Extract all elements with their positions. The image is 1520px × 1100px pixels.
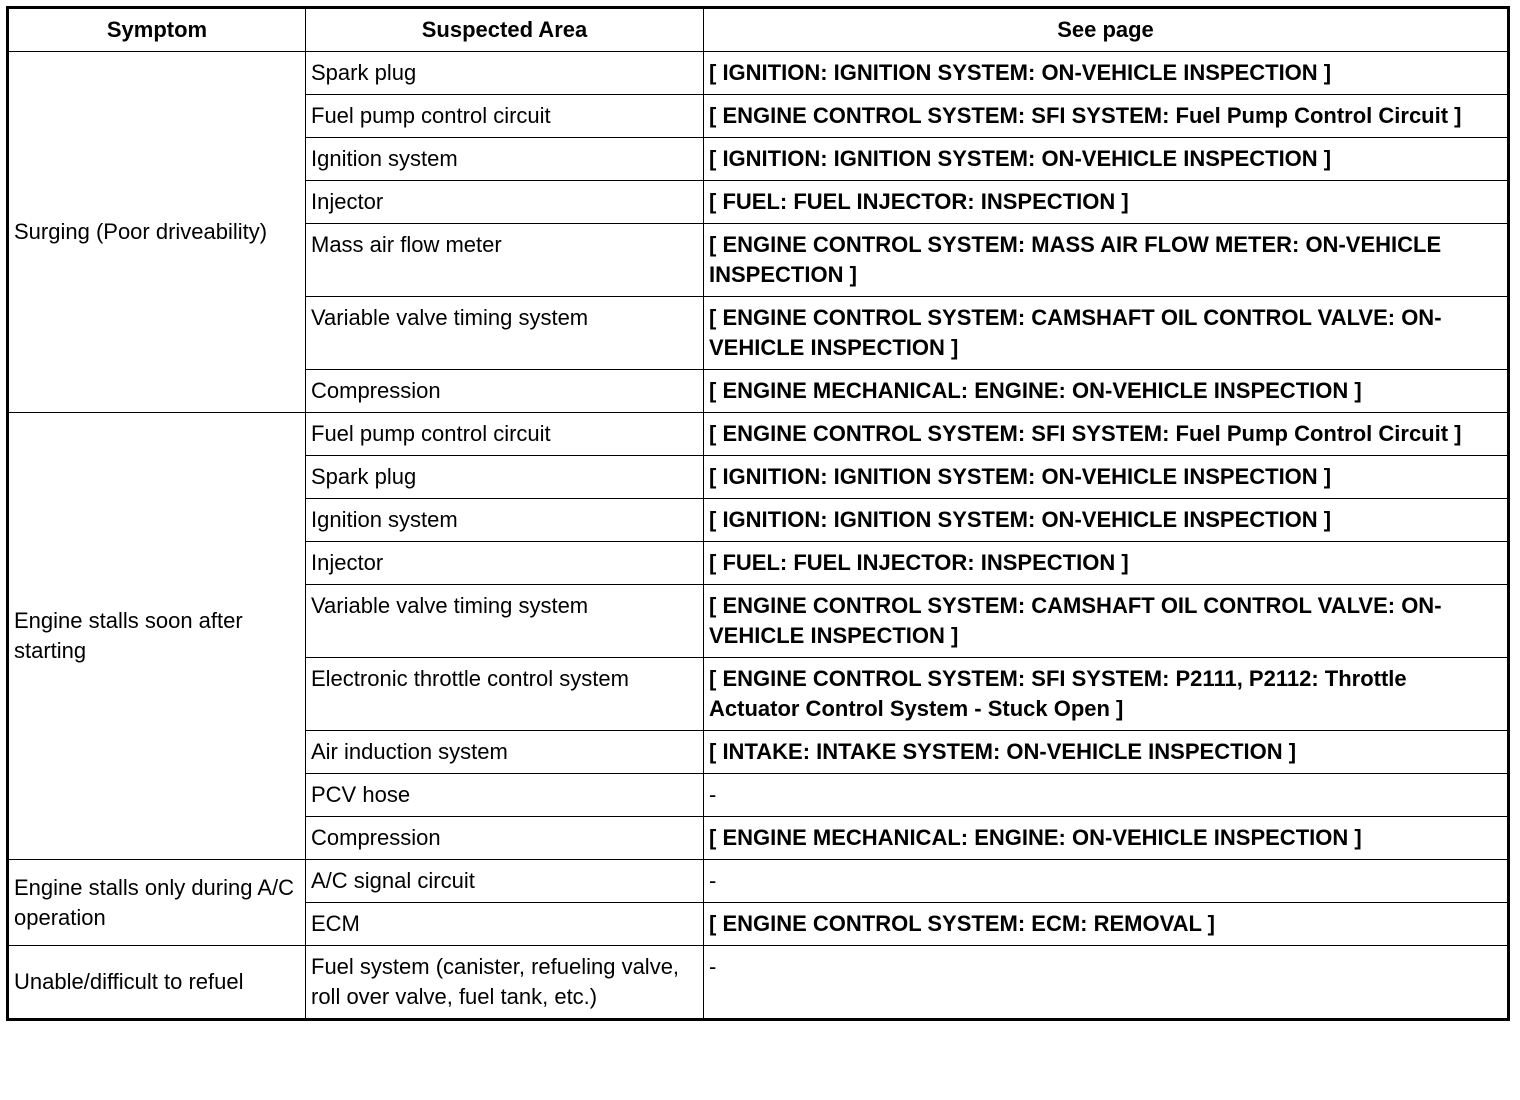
troubleshooting-table bbox=[6, 6, 1510, 1021]
see-page-cell: [ ENGINE CONTROL SYSTEM: CAMSHAFT OIL CONTROL VALVE: ON-VEHICLE INSPECTION ] bbox=[704, 585, 1509, 658]
table-row bbox=[8, 413, 1509, 456]
suspected-area-cell: ECM bbox=[306, 903, 704, 946]
see-page-cell: [ ENGINE CONTROL SYSTEM: SFI SYSTEM: Fuel Pump Control Circuit ] bbox=[704, 95, 1509, 138]
symptom-cell: Unable/difficult to refuel bbox=[8, 946, 306, 1020]
suspected-area-cell: Compression bbox=[306, 817, 704, 860]
suspected-area-cell: Variable valve timing system bbox=[306, 297, 704, 370]
table-row bbox=[8, 860, 1509, 903]
see-page-cell: - bbox=[704, 860, 1509, 903]
see-page-cell: - bbox=[704, 946, 1509, 1020]
table-body bbox=[8, 52, 1509, 1020]
suspected-area-cell: Variable valve timing system bbox=[306, 585, 704, 658]
suspected-area-cell: Ignition system bbox=[306, 138, 704, 181]
header-suspected-area: Suspected Area bbox=[306, 8, 704, 52]
see-page-cell: [ ENGINE CONTROL SYSTEM: CAMSHAFT OIL CONTROL VALVE: ON-VEHICLE INSPECTION ] bbox=[704, 297, 1509, 370]
see-page-cell: [ IGNITION: IGNITION SYSTEM: ON-VEHICLE INSPECTION ] bbox=[704, 456, 1509, 499]
symptom-cell: Engine stalls only during A/C operation bbox=[8, 860, 306, 946]
suspected-area-cell: Compression bbox=[306, 370, 704, 413]
suspected-area-cell: Air induction system bbox=[306, 731, 704, 774]
see-page-cell: [ ENGINE CONTROL SYSTEM: SFI SYSTEM: P2111, P2112: Throttle Actuator Control System - Stuck Open ] bbox=[704, 658, 1509, 731]
see-page-cell: [ ENGINE MECHANICAL: ENGINE: ON-VEHICLE INSPECTION ] bbox=[704, 817, 1509, 860]
header-symptom: Symptom bbox=[8, 8, 306, 52]
suspected-area-cell: Fuel pump control circuit bbox=[306, 95, 704, 138]
suspected-area-cell: Ignition system bbox=[306, 499, 704, 542]
see-page-cell: [ ENGINE CONTROL SYSTEM: SFI SYSTEM: Fuel Pump Control Circuit ] bbox=[704, 413, 1509, 456]
see-page-cell: [ IGNITION: IGNITION SYSTEM: ON-VEHICLE INSPECTION ] bbox=[704, 138, 1509, 181]
suspected-area-cell: PCV hose bbox=[306, 774, 704, 817]
suspected-area-cell: Injector bbox=[306, 181, 704, 224]
table-header bbox=[8, 8, 1509, 52]
suspected-area-cell: Fuel pump control circuit bbox=[306, 413, 704, 456]
see-page-cell: [ FUEL: FUEL INJECTOR: INSPECTION ] bbox=[704, 542, 1509, 585]
table-row bbox=[8, 946, 1509, 1020]
suspected-area-cell: Electronic throttle control system bbox=[306, 658, 704, 731]
header-row bbox=[8, 8, 1509, 52]
symptom-cell: Surging (Poor driveability) bbox=[8, 52, 306, 413]
header-see-page: See page bbox=[704, 8, 1509, 52]
see-page-cell: [ ENGINE MECHANICAL: ENGINE: ON-VEHICLE INSPECTION ] bbox=[704, 370, 1509, 413]
see-page-cell: - bbox=[704, 774, 1509, 817]
suspected-area-cell: Fuel system (canister, refueling valve, roll over valve, fuel tank, etc.) bbox=[306, 946, 704, 1020]
see-page-cell: [ IGNITION: IGNITION SYSTEM: ON-VEHICLE INSPECTION ] bbox=[704, 499, 1509, 542]
suspected-area-cell: Spark plug bbox=[306, 456, 704, 499]
suspected-area-cell: Mass air flow meter bbox=[306, 224, 704, 297]
suspected-area-cell: Injector bbox=[306, 542, 704, 585]
see-page-cell: [ INTAKE: INTAKE SYSTEM: ON-VEHICLE INSPECTION ] bbox=[704, 731, 1509, 774]
see-page-cell: [ FUEL: FUEL INJECTOR: INSPECTION ] bbox=[704, 181, 1509, 224]
suspected-area-cell: A/C signal circuit bbox=[306, 860, 704, 903]
suspected-area-cell: Spark plug bbox=[306, 52, 704, 95]
see-page-cell: [ IGNITION: IGNITION SYSTEM: ON-VEHICLE INSPECTION ] bbox=[704, 52, 1509, 95]
symptom-cell: Engine stalls soon after starting bbox=[8, 413, 306, 860]
table-row bbox=[8, 52, 1509, 95]
see-page-cell: [ ENGINE CONTROL SYSTEM: MASS AIR FLOW METER: ON-VEHICLE INSPECTION ] bbox=[704, 224, 1509, 297]
see-page-cell: [ ENGINE CONTROL SYSTEM: ECM: REMOVAL ] bbox=[704, 903, 1509, 946]
